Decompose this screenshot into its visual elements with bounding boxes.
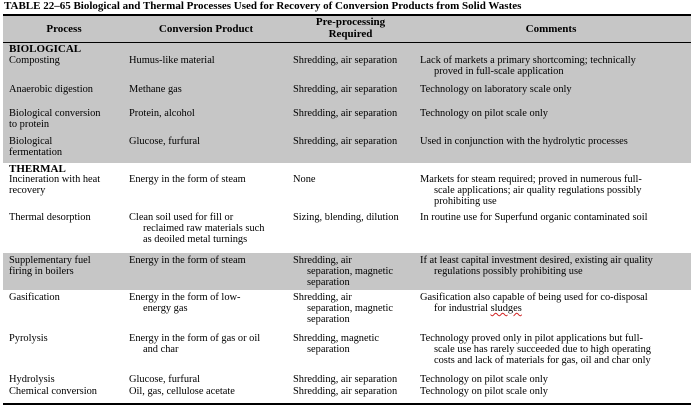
- cell-line: Humus-like material: [129, 55, 215, 66]
- cell-line: Shredding, air separation: [293, 386, 398, 397]
- spellcheck-underline: sludges: [490, 303, 522, 314]
- cell-line: Used in conjunction with the hydrolytic processes: [420, 136, 628, 147]
- cell-conversion-product: [129, 333, 289, 355]
- cell-line: Oil, gas, cellulose acetate: [129, 386, 235, 397]
- cell-line: Glucose, furfural: [129, 136, 200, 147]
- cell-conversion-product: [129, 255, 289, 266]
- cell-comments: [420, 174, 692, 207]
- header-process: Process: [46, 23, 82, 35]
- cell-line: Energy in the form of steam: [129, 174, 246, 185]
- bottom-rule: [3, 403, 691, 405]
- cell-comments: [420, 386, 692, 397]
- cell-comments: [420, 255, 692, 277]
- cell-line: Shredding, air: [293, 255, 352, 266]
- cell-line: Biological: [9, 136, 53, 147]
- cell-line: Lack of markets a primary shortcoming; technically: [420, 55, 636, 66]
- cell-line: Shredding, air separation: [293, 136, 398, 147]
- cell-line: Energy in the form of low-: [129, 292, 241, 303]
- cell-line: separation: [307, 314, 350, 325]
- header-comments: Comments: [525, 23, 577, 35]
- cell-conversion-product: [129, 386, 289, 397]
- cell-process: [9, 374, 124, 385]
- cell-conversion-product: [129, 374, 289, 385]
- cell-line: Shredding, air separation: [293, 55, 398, 66]
- cell-comments: [420, 55, 692, 77]
- cell-line: Gasification: [9, 292, 60, 303]
- cell-conversion-product: [129, 136, 289, 147]
- cell-line: for industrial sludges: [434, 303, 522, 314]
- cell-comments: [420, 136, 692, 147]
- cell-line: Shredding, air: [293, 292, 352, 303]
- cell-line: scale use has rarely succeeded due to high operating: [434, 344, 651, 355]
- cell-preprocessing: [293, 212, 415, 223]
- cell-line: Clean soil used for fill or: [129, 212, 234, 223]
- table-caption: TABLE 22–65 Biological and Thermal Processes Used for Recovery of Conversion Products from Solid Wastes: [4, 0, 522, 12]
- cell-line: Chemical conversion: [9, 386, 98, 397]
- cell-line: Thermal desorption: [9, 212, 91, 223]
- cell-line: separation: [307, 277, 350, 288]
- header-preprocessing: [288, 16, 413, 40]
- cell-line: fermentation: [9, 147, 63, 158]
- section-biological: BIOLOGICAL: [9, 43, 82, 55]
- cell-process: [9, 108, 124, 130]
- header-preprocessing-line1: Pre-processing: [315, 16, 386, 28]
- cell-line: Gasification also capable of being used for co-disposal: [420, 292, 648, 303]
- cell-line: Shredding, air separation: [293, 108, 398, 119]
- cell-comments: [420, 374, 692, 385]
- cell-conversion-product: [129, 174, 289, 185]
- cell-line: separation, magnetic: [307, 303, 393, 314]
- cell-line: Markets for steam required; proved in numerous full-: [420, 174, 642, 185]
- cell-line: Technology proved only in pilot applications but full-: [420, 333, 643, 344]
- cell-process: [9, 255, 124, 277]
- cell-line: Anaerobic digestion: [9, 84, 93, 95]
- cell-line: Glucose, furfural: [129, 374, 200, 385]
- cell-line: regulations possibly prohibiting use: [434, 266, 583, 277]
- cell-preprocessing: [293, 174, 415, 185]
- section-thermal: THERMAL: [9, 163, 66, 175]
- cell-preprocessing: [293, 136, 415, 147]
- cell-line: Energy in the form of gas or oil: [129, 333, 261, 344]
- cell-process: [9, 174, 124, 196]
- cell-line: Protein, alcohol: [129, 108, 195, 119]
- cell-preprocessing: [293, 108, 415, 119]
- cell-conversion-product: [129, 84, 289, 95]
- header-rule: [3, 42, 691, 43]
- cell-preprocessing: [293, 255, 415, 288]
- cell-line: Pyrolysis: [9, 333, 48, 344]
- cell-process: [9, 55, 124, 66]
- cell-process: [9, 212, 124, 223]
- cell-line: costs and lack of materials for gas, oil and char only: [434, 355, 651, 366]
- cell-line: If at least capital investment desired, existing air quality: [420, 255, 653, 266]
- cell-line: Methane gas: [129, 84, 182, 95]
- cell-line: Technology on pilot scale only: [420, 386, 548, 397]
- cell-process: [9, 292, 124, 303]
- cell-process: [9, 386, 124, 397]
- cell-line: scale applications; air quality regulations possibly: [434, 185, 642, 196]
- cell-line: proved in full-scale application: [434, 66, 564, 77]
- header-preprocessing-line2: Required: [328, 28, 373, 40]
- cell-line: Technology on pilot scale only: [420, 108, 548, 119]
- cell-preprocessing: [293, 386, 415, 397]
- cell-line: reclaimed raw materials such: [143, 223, 265, 234]
- cell-preprocessing: [293, 333, 415, 355]
- cell-comments: [420, 333, 692, 366]
- header-conversion-product: Conversion Product: [158, 23, 254, 35]
- cell-conversion-product: [129, 108, 289, 119]
- cell-process: [9, 84, 124, 95]
- cell-comments: [420, 84, 692, 95]
- cell-comments: [420, 212, 692, 223]
- cell-line: and char: [143, 344, 179, 355]
- cell-line: Energy in the form of steam: [129, 255, 246, 266]
- cell-line: Shredding, magnetic: [293, 333, 379, 344]
- cell-line: separation, magnetic: [307, 266, 393, 277]
- cell-line: Composting: [9, 55, 60, 66]
- cell-process: [9, 333, 124, 344]
- cell-line: Incineration with heat: [9, 174, 101, 185]
- cell-line: Shredding, air separation: [293, 84, 398, 95]
- cell-line: Technology on laboratory scale only: [420, 84, 572, 95]
- cell-line: as deoiled metal turnings: [143, 234, 248, 245]
- cell-conversion-product: [129, 292, 289, 314]
- cell-conversion-product: [129, 55, 289, 66]
- cell-line: None: [293, 174, 316, 185]
- cell-preprocessing: [293, 374, 415, 385]
- cell-preprocessing: [293, 55, 415, 66]
- cell-line: Sizing, blending, dilution: [293, 212, 399, 223]
- cell-line: Shredding, air separation: [293, 374, 398, 385]
- cell-preprocessing: [293, 84, 415, 95]
- cell-comments: [420, 292, 692, 314]
- cell-line: Supplementary fuel: [9, 255, 91, 266]
- cell-line: separation: [307, 344, 350, 355]
- cell-comments: [420, 108, 692, 119]
- cell-line: recovery: [9, 185, 46, 196]
- cell-line: Hydrolysis: [9, 374, 55, 385]
- cell-line: Technology on pilot scale only: [420, 374, 548, 385]
- cell-line: Biological conversion: [9, 108, 101, 119]
- cell-conversion-product: [129, 212, 289, 245]
- cell-preprocessing: [293, 292, 415, 325]
- cell-line: firing in boilers: [9, 266, 74, 277]
- cell-line: prohibiting use: [434, 196, 497, 207]
- cell-line: In routine use for Superfund organic contaminated soil: [420, 212, 648, 223]
- cell-process: [9, 136, 124, 158]
- cell-line: to protein: [9, 119, 50, 130]
- cell-line: energy gas: [143, 303, 188, 314]
